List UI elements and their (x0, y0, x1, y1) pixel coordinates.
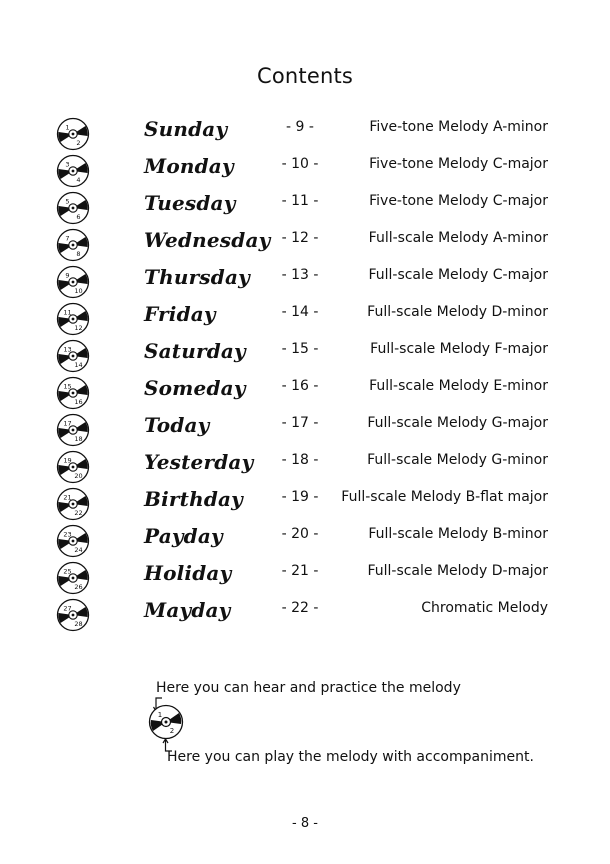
melody-description: Full-scale Melody A-minor (368, 230, 548, 246)
disc-icon (56, 598, 90, 632)
day-title: Holiday (144, 561, 232, 585)
page-ref: - 12 - (281, 230, 319, 246)
disc-bottom-number: 22 (74, 509, 83, 517)
page-ref: - 16 - (281, 378, 319, 394)
day-title: Birthday (144, 487, 243, 511)
disc-bottom-number: 24 (74, 546, 83, 554)
disc-icon (56, 524, 90, 558)
disc-bottom-number: 20 (74, 472, 83, 480)
disc-icon (56, 228, 90, 262)
disc-icon (56, 191, 90, 225)
page-ref: - 19 - (281, 489, 319, 505)
disc-top-number: 5 (65, 197, 70, 206)
disc-icon (56, 265, 90, 299)
disc-icon (56, 487, 90, 521)
melody-description: Full-scale Melody D-major (367, 563, 548, 579)
disc-icon (56, 561, 90, 595)
disc-bottom-number: 10 (74, 287, 83, 295)
disc-bottom-number: 28 (74, 620, 83, 628)
disc-bottom-number: 26 (74, 583, 83, 591)
disc-bottom-number: 6 (76, 213, 81, 221)
legend-disc-icon (148, 704, 184, 740)
contents-list (0, 113, 610, 631)
contents-row (0, 335, 610, 372)
page-ref: - 14 - (281, 304, 319, 320)
contents-row (0, 594, 610, 631)
page-ref: - 9 - (286, 119, 314, 135)
page-ref: - 21 - (281, 563, 319, 579)
page-ref: - 15 - (281, 341, 319, 357)
disc-bottom-number: 16 (74, 398, 83, 406)
disc-icon (56, 302, 90, 336)
day-title: Sunday (144, 117, 228, 141)
day-title: Friday (144, 302, 216, 326)
melody-description: Chromatic Melody (421, 600, 548, 616)
page-ref: - 10 - (281, 156, 319, 172)
day-title: Thursday (144, 265, 250, 289)
contents-row (0, 224, 610, 261)
disc-top-number: 3 (65, 160, 70, 169)
page-ref: - 11 - (281, 193, 319, 209)
disc-bottom-number: 18 (74, 435, 83, 443)
disc-top-number: 1 (65, 123, 70, 132)
day-title: Someday (144, 376, 246, 400)
melody-description: Full-scale Melody G-major (367, 415, 548, 431)
melody-description: Five-tone Melody C-major (369, 156, 548, 172)
contents-row (0, 150, 610, 187)
disc-top-number: 13 (63, 345, 72, 354)
contents-row (0, 446, 610, 483)
page-ref: - 18 - (281, 452, 319, 468)
disc-icon (56, 413, 90, 447)
day-title: Payday (144, 524, 223, 548)
page-ref: - 17 - (281, 415, 319, 431)
disc-top-number: 27 (63, 604, 72, 613)
disc-top-number: 17 (63, 419, 72, 428)
disc-top-number: 7 (65, 234, 70, 243)
disc-top-number: 11 (63, 308, 72, 317)
page-number: - 8 - (292, 816, 318, 831)
day-title: Today (144, 413, 210, 437)
legend-disc-top-number: 1 (157, 711, 163, 719)
disc-top-number: 15 (63, 382, 72, 391)
disc-icon (56, 154, 90, 188)
disc-bottom-number: 8 (76, 250, 81, 258)
contents-row (0, 298, 610, 335)
contents-row (0, 483, 610, 520)
disc-top-number: 23 (63, 530, 72, 539)
legend-hear-text: Here you can hear and practice the melody (156, 680, 461, 696)
day-title: Yesterday (144, 450, 254, 474)
contents-row (0, 409, 610, 446)
day-title: Tuesday (144, 191, 236, 215)
melody-description: Full-scale Melody C-major (368, 267, 548, 283)
day-title: Mayday (144, 598, 231, 622)
day-title: Saturday (144, 339, 246, 363)
melody-description: Five-tone Melody A-minor (369, 119, 548, 135)
disc-top-number: 21 (63, 493, 72, 502)
disc-bottom-number: 2 (76, 139, 81, 147)
disc-top-number: 19 (63, 456, 72, 465)
disc-top-number: 25 (63, 567, 72, 576)
disc-icon (56, 376, 90, 410)
melody-description: Full-scale Melody D-minor (367, 304, 548, 320)
contents-row (0, 187, 610, 224)
day-title: Monday (144, 154, 234, 178)
melody-description: Full-scale Melody E-minor (369, 378, 548, 394)
contents-row (0, 372, 610, 409)
legend-disc-bottom-number: 2 (169, 727, 175, 735)
melody-description: Full-scale Melody B-minor (368, 526, 548, 542)
day-title: Wednesday (144, 228, 271, 252)
disc-icon (56, 339, 90, 373)
disc-bottom-number: 4 (76, 176, 81, 184)
disc-icon (56, 117, 90, 151)
page-title: Contents (256, 64, 354, 88)
melody-description: Full-scale Melody G-minor (367, 452, 548, 468)
disc-bottom-number: 12 (74, 324, 83, 332)
contents-row (0, 557, 610, 594)
page-ref: - 22 - (281, 600, 319, 616)
legend-play-text: Here you can play the melody with accompaniment. (167, 749, 534, 765)
disc-bottom-number: 14 (74, 361, 83, 369)
melody-description: Full-scale Melody B-flat major (341, 489, 548, 505)
melody-description: Five-tone Melody C-major (369, 193, 548, 209)
contents-row (0, 520, 610, 557)
disc-top-number: 9 (65, 271, 70, 280)
contents-row (0, 113, 610, 150)
page-ref: - 13 - (281, 267, 319, 283)
contents-row (0, 261, 610, 298)
disc-icon (56, 450, 90, 484)
page-ref: - 20 - (281, 526, 319, 542)
melody-description: Full-scale Melody F-major (370, 341, 548, 357)
